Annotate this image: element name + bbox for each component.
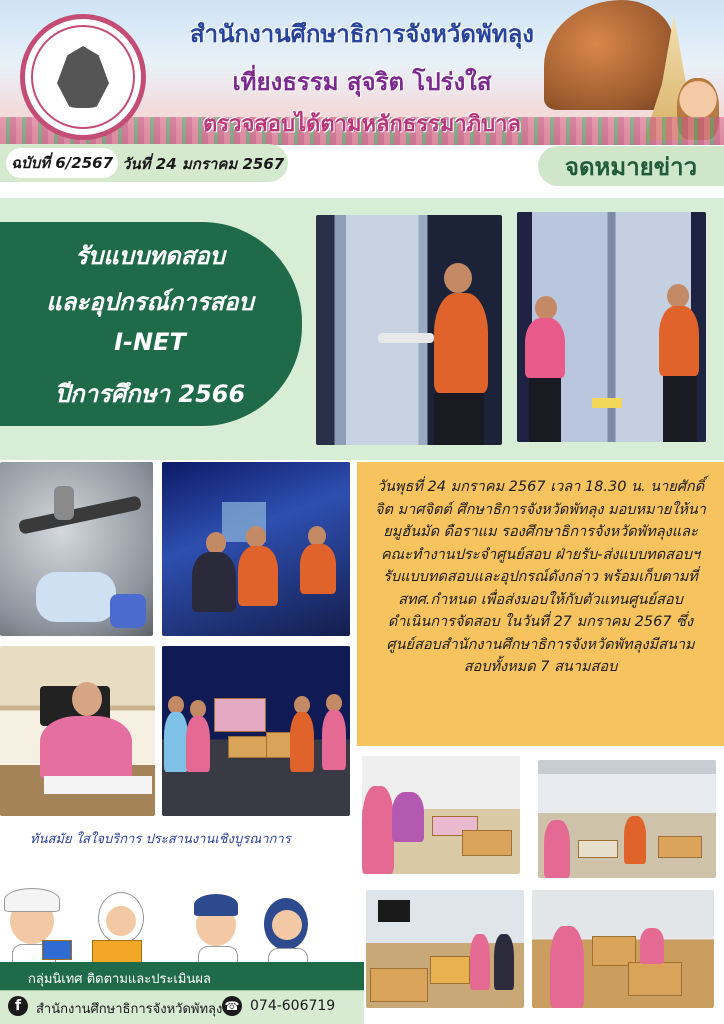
photo-storage-room-3 — [366, 890, 524, 1008]
headline-line-4: ปีการศึกษา 2566 — [54, 380, 246, 408]
headline-box — [0, 222, 302, 426]
photo-truck-team — [517, 212, 706, 442]
photo-unloading-boxes — [162, 462, 350, 636]
headline-line-2: และอุปกรณ์การสอบ — [46, 288, 254, 316]
org-title: สำนักงานศึกษาธิการจังหวัดพัทลุง — [189, 20, 534, 48]
photo-storage-room-4 — [532, 890, 714, 1008]
news-story — [357, 462, 724, 746]
phone-icon[interactable]: ☎ — [222, 996, 242, 1016]
photo-truck-lock — [0, 462, 153, 636]
slogan: ทันสมัย ใสใจบริการ ประสานงานเชิงบูรณาการ — [30, 832, 291, 847]
facebook-page-name[interactable]: สำนักงานศึกษาธิการจังหวัดพัทลุง — [36, 1002, 223, 1017]
mountain-graphic — [544, 0, 674, 110]
phone-number[interactable]: 074-606719 — [250, 998, 336, 1014]
photo-truck-boxes — [162, 646, 350, 816]
headline-line-1: รับแบบทดสอบ — [75, 242, 225, 270]
photo-storage-room-1 — [362, 756, 520, 874]
headline-line-3: I-NET — [114, 328, 186, 356]
issue-date: วันที่ 24 มกราคม 2567 — [122, 155, 285, 173]
motto-line-1: เที่ยงธรรม สุจริต โปร่งใส — [232, 68, 492, 96]
photo-officer-signing — [0, 646, 155, 816]
photo-truck-unlock — [316, 215, 502, 445]
motto-line-2: ตรวจสอบได้ตามหลักธรรมาภิบาล — [203, 112, 521, 137]
photo-storage-room-2 — [538, 760, 716, 878]
facebook-icon[interactable]: f — [8, 996, 28, 1016]
ministry-seal-logo — [20, 14, 146, 140]
issue-number: ฉบับที่ 6/2567 — [6, 148, 118, 178]
newsletter-label: จดหมายข่าว — [538, 146, 724, 186]
footer-department: กลุ่มนิเทศ ติดตามและประเมินผล — [28, 972, 211, 987]
news-story-text: วันพุธที่ 24 มกราคม 2567 เวลา 18.30 น. นายศักดิ์จิต มาศจิตต์ ศึกษาธิการจังหวัดพัทลุง มอบหมายให้นายมูฮันมัด ดือราแม รองศึกษาธิการจังหวัดพัทลุงและคณะทำงานประจำศูนย์สอบ ฝ่ายรับ-ส่งแบบทดสอบฯ รับแบบทดสอบและอุปกรณ์ดังกล่าว พร้อมเก็บตามที่ สทศ.กำหนด เพื่อส่งมอบให้กับตัวแทนศูนย์สอบ ดำเนินการจัดสอบ ในวันที่ 27 มกราคม 2567 ซึ่งศูนย์สอบสำนักงานศึกษาธิการจังหวัดพัทลุงมีสนามสอบทั้งหมด 7 สนามสอบ — [375, 479, 706, 675]
